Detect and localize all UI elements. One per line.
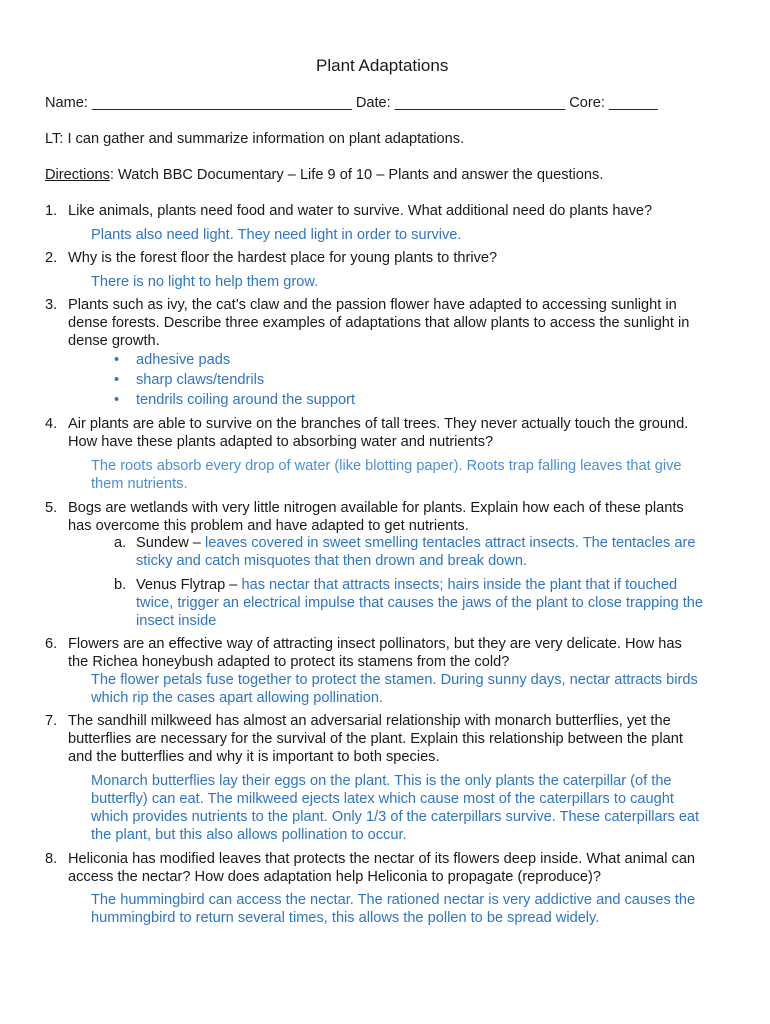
question-text: butterflies are necessary for the survival of the plant. Explain this relationship between the plant [68,731,683,747]
question-number: 2. [45,250,58,266]
answer-text: has nectar that attracts insects; hairs inside the plant that if touched [241,577,678,593]
answer-text: There is no light to help them grow. [91,274,319,290]
sub-item-sundew [136,535,695,551]
answer-text: Plants also need light. They need light in order to survive. [91,227,462,243]
directions [45,167,603,183]
answer-text: the plant, but this also allows pollination to occur. [91,827,407,843]
page-title: Plant Adaptations [316,56,449,75]
answer-text: sticky and catch misquotes that then drown and break down. [136,553,528,569]
directions-text: : Watch BBC Documentary – Life 9 of 10 – Plants and answer the questions. [109,167,604,183]
name-date-core-line: Name: ________________________________ Date: _____________________ Core: ______ [45,95,658,111]
question-number: 8. [45,851,58,867]
question-number: 7. [45,713,58,729]
answer-text: hummingbird to return several times, this allows the pollen to be spread widely. [91,910,600,926]
question-text: Flowers are an effective way of attracting insect pollinators, but they are very delicate. How has [68,636,682,652]
question-text: dense forests. Describe three examples of adaptations that allow plants to access the sunlight in [68,315,690,331]
sub-item-venus-flytrap [136,577,677,593]
sub-letter: b. [114,577,127,593]
sub-label: Sundew – [136,535,205,551]
question-text: Like animals, plants need food and water to survive. What additional need do plants have? [68,203,653,219]
answer-text: The hummingbird can access the nectar. The rationed nectar is very addictive and causes the [91,892,696,908]
answer-text: leaves covered in sweet smelling tentacles attract insects. The tentacles are [204,535,696,551]
learning-target: LT: I can gather and summarize information on plant adaptations. [45,131,465,147]
question-text: and the butterflies and why it is important to both species. [68,749,440,765]
answer-text: The roots absorb every drop of water (like blotting paper). Roots trap falling leaves that give [91,458,682,474]
bullet-icon: • [114,392,120,408]
question-number: 6. [45,636,58,652]
question-text: Plants such as ivy, the cat’s claw and the passion flower have adapted to accessing sunlight in [68,297,677,313]
question-text: Air plants are able to survive on the branches of tall trees. They never actually touch the ground. [68,416,689,432]
question-number: 1. [45,203,58,219]
question-text: The sandhill milkweed has almost an adversarial relationship with monarch butterflies, yet the [68,713,671,729]
question-text: Why is the forest floor the hardest place for young plants to thrive? [68,250,498,266]
answer-text: Monarch butterflies lay their eggs on the plant. This is the only plants the caterpillar (of the [91,773,672,789]
sub-letter: a. [114,535,127,551]
question-number: 3. [45,297,58,313]
question-text: dense growth. [68,333,160,349]
bullet-answer: tendrils coiling around the support [136,392,356,408]
sub-label: Venus Flytrap – [136,577,242,593]
answer-text: butterfly) can eat. The milkweed ejects latex which cause most of the caterpillars to caught [91,791,674,807]
question-number: 5. [45,500,58,516]
question-text: has overcome this problem and have adapted to get nutrients. [68,518,469,534]
answer-text: which rip the cases apart allowing pollination. [91,690,384,706]
answer-text: insect inside [136,613,217,629]
answer-text: The flower petals fuse together to protect the stamen. During sunny days, nectar attracts birds [91,672,698,688]
directions-label: Directions [45,167,110,183]
bullet-icon: • [114,372,120,388]
question-text: Bogs are wetlands with very little nitrogen available for plants. Explain how each of these plants [68,500,684,516]
bullet-answer: sharp claws/tendrils [136,372,265,388]
answer-text: which provides nutrients to the plant. Only 1/3 of the caterpillars survive. These caterpillars eat [91,809,700,825]
question-text: Heliconia has modified leaves that protects the nectar of its flowers deep inside. What animal can [68,851,696,867]
answer-text: them nutrients. [91,476,188,492]
question-number: 4. [45,416,58,432]
question-text: How have these plants adapted to absorbing water and nutrients? [68,434,494,450]
answer-text: twice, trigger an electrical impulse that causes the jaws of the plant to close trapping the [136,595,704,611]
question-text: the Richea honeybush adapted to protect its stamens from the cold? [68,654,510,670]
bullet-answer: adhesive pads [136,352,231,368]
question-text: access the nectar? How does adaptation help Heliconia to propagate (reproduce)? [68,869,602,885]
bullet-icon: • [114,352,120,368]
